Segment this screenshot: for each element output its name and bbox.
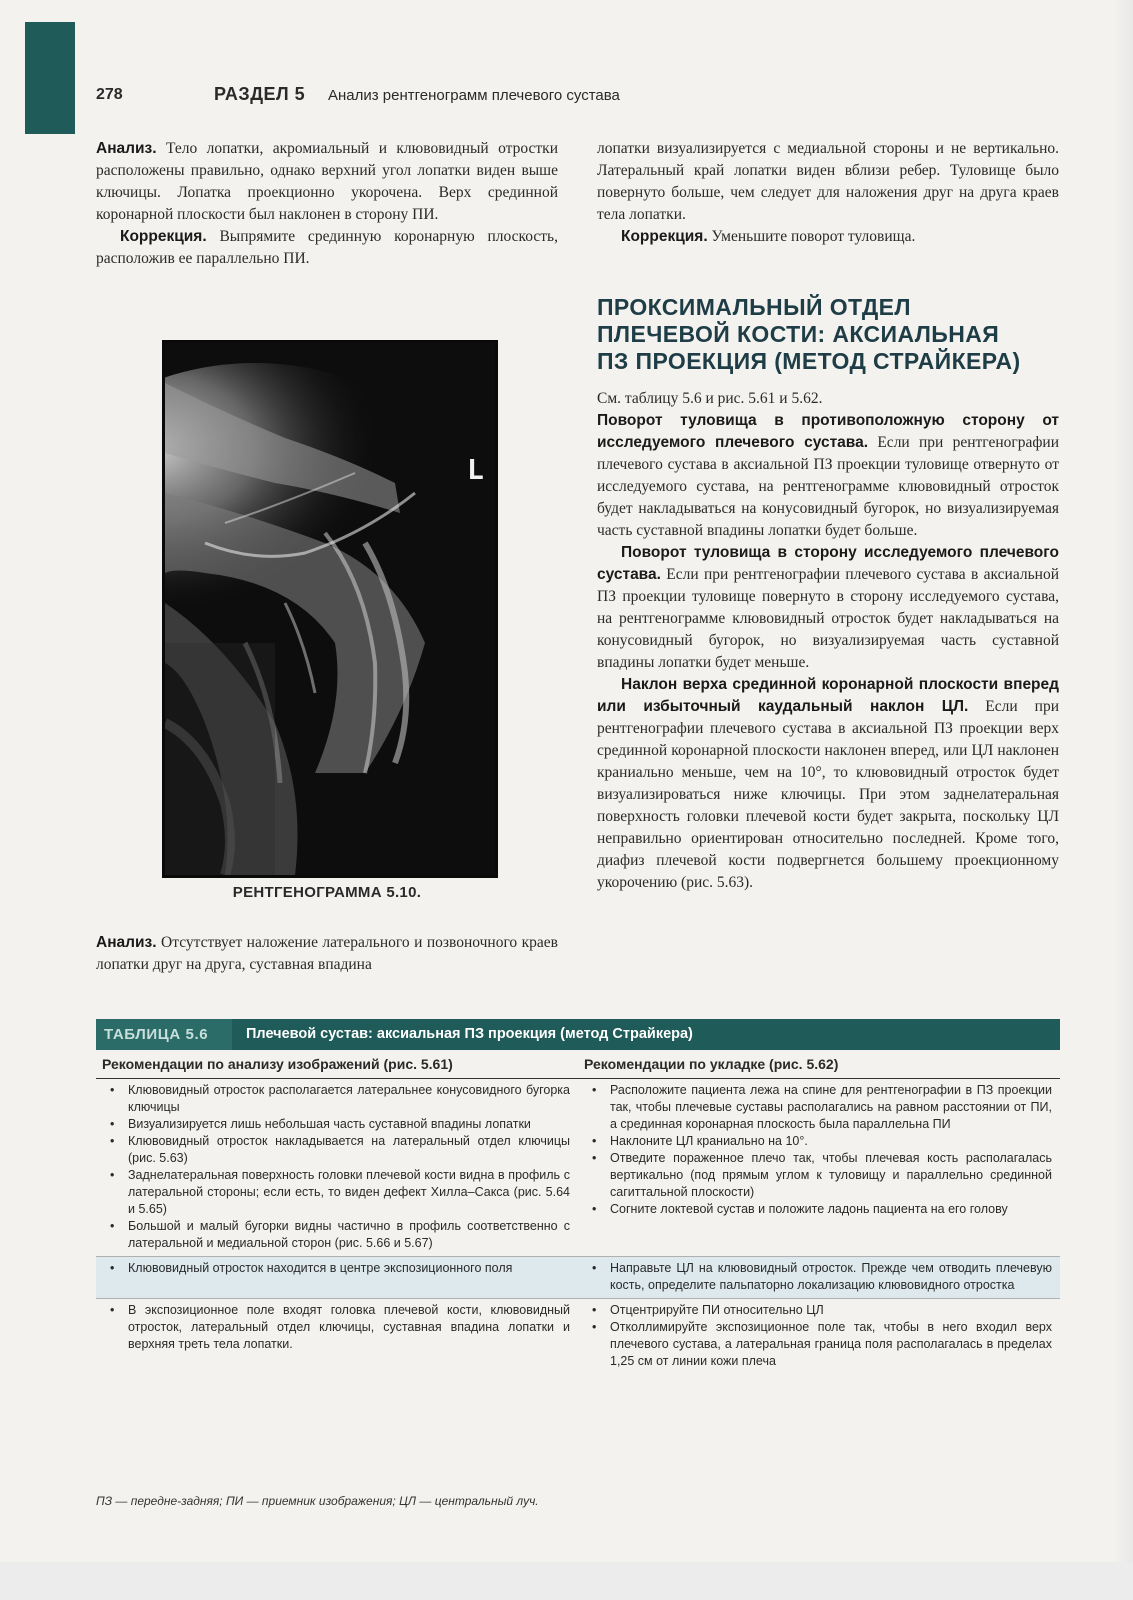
table-cell-positioning [578,1299,1060,1374]
section-title: Анализ рентгенограмм плечевого сустава [328,87,620,104]
correction-text-2: Уменьшите поворот туловища. [711,228,916,245]
page-number: 278 [96,86,123,103]
table-cell-analysis [96,1299,578,1374]
paragraph-tilt [597,674,1059,894]
table-cell-analysis [96,1079,578,1256]
list-item: • Направьте ЦЛ на клювовидный отросток. Прежде чем отводить плечевую кость, определите пальпаторно локализацию клювовидного отростка [584,1260,1052,1294]
list-item: • Согните локтевой сустав и положите ладонь пациента на его голову [584,1201,1052,1218]
list-item: • Клювовидный отросток накладывается на латеральный отдел ключицы (рис. 5.63) [102,1133,570,1167]
column-header-analysis: Рекомендации по анализу изображений (рис. 5.61) [102,1056,453,1072]
right-column-top [597,138,1059,248]
table-cell-analysis [96,1257,578,1298]
paragraph-title: Поворот туловища в противоположную сторону от исследуемого плечевого сустава. [597,412,1059,451]
paragraph-text: Если при рентгенографии плечевого сустава в аксиальной ПЗ проекции туловище отвернуто от исследуемого сустава, на рентгенограмме клювовидный отросток будет накладываться на конусовидный бугорок, но визуализируемая часть суставной впадины лопатки будет больше. [597,434,1060,539]
paragraph-text: Если при рентгенографии плечевого сустава в аксиальной ПЗ проекции верх срединной коронарной плоскости наклонен вперед, или ЦЛ наклонен краниально меньше, чем на 10°, то клювовидный отросток будет визуализироваться ниже ключицы. При этом заднелатеральная поверхность головки плечевой кости будет закрыта, поскольку ЦЛ неправильно ориентирован относительно последней. Кроме того, диафиз плечевой кости подвергнется большему проекционному укорочению (рис. 5.63). [597,698,1059,891]
paragraph-rotation-away [597,410,1059,542]
figure-caption: РЕНТГЕНОГРАММА 5.10. [232,884,422,901]
section-label: РАЗДЕЛ 5 [214,84,306,104]
table-row [96,1298,1060,1374]
list-item: • Заднелатеральная поверхность головки плечевой кости видна в профиль с латеральной стороны; если есть, то виден дефект Хилла–Сакса (рис. 5.64 и 5.65) [102,1167,570,1218]
heading-line: ПЛЕЧЕВОЙ КОСТИ: АКСИАЛЬНАЯ [597,321,1000,347]
list-item: • Отцентрируйте ПИ относительно ЦЛ [584,1302,1052,1319]
analysis-text: Тело лопатки, акромиальный и клювовидный отростки расположены правильно, однако верхний угол лопатки виден выше ключицы. Лопатка проекционно укорочена. Верх срединной коронарной плоскости был наклонен в сторону ПИ. [96,140,558,223]
left-column-top [96,138,558,270]
table-title: Плечевой сустав: аксиальная ПЗ проекция (метод Страйкера) [246,1026,693,1042]
table-column-headers [96,1050,1060,1079]
analysis-paragraph-1 [96,138,558,226]
table-row [96,1256,1060,1298]
list-item: • Клювовидный отросток располагается латеральнее конусовидного бугорка ключицы [102,1082,570,1116]
list-item: • Расположите пациента лежа на спине для рентгенографии в ПЗ проекции так, чтобы плечевые суставы располагались на равном расстоянии от ПИ, а срединная коронарная плоскость была параллельна ПИ [584,1082,1052,1133]
correction-label: Коррекция. [120,228,207,245]
paragraph-text: Если при рентгенографии плечевого сустава в аксиальной ПЗ проекции туловище повернуто в сторону исследуемого сустава, на рентгенограмме клювовидный отросток будет накладываться на конусовидный бугорок, но визуализируемая часть суставной впадины лопатки будет меньше. [597,566,1059,671]
correction-text: Выпрямите срединную коронарную плоскость, расположив ее параллельно ПИ. [96,228,558,267]
table-label: ТАБЛИЦА 5.6 [96,1019,232,1050]
table-header-bar [96,1019,1060,1050]
see-reference: См. таблицу 5.6 и рис. 5.61 и 5.62. [597,390,823,407]
correction-label-2: Коррекция. [621,228,708,245]
list-item: • Отколлимируйте экспозиционное поле так, чтобы в него входил верх плечевого сустава, а латеральная граница поля располагалась в пределах 1,25 см от линии кожи плеча [584,1319,1052,1370]
left-column-bottom [96,932,558,976]
table-cell-positioning [578,1079,1060,1256]
paragraph-title: Поворот туловища в сторону исследуемого плечевого сустава. [597,544,1059,583]
paragraph-rotation-toward [597,542,1059,674]
analysis-label: Анализ. [96,140,157,157]
correction-paragraph-1 [96,226,558,270]
list-item: • В экспозиционное поле входят головка плечевой кости, клювовидный отросток, латеральный отдел ключицы, суставная впадина лопатки и верхняя треть тела лопатки. [102,1302,570,1353]
list-item: • Отведите пораженное плечо так, чтобы плечевая кость располагалась вертикально (под прямым углом к туловищу и параллельно срединной сагиттальной плоскости) [584,1150,1052,1201]
continuation-paragraph: лопатки визуализируется с медиальной стороны и не вертикально. Латеральный край лопатки виден вблизи ребер. Туловище было повернуто больше, чем следует для наложения друг на друга краев тела лопатки. [597,140,1059,223]
list-item: • Большой и малый бугорки видны частично в профиль соответственно с латеральной и медиальной сторон (рис. 5.66 и 5.67) [102,1218,570,1252]
table-cell-positioning [578,1257,1060,1298]
list-item: • Визуализируется лишь небольшая часть суставной впадины лопатки [102,1116,570,1133]
heading-line: ПРОКСИМАЛЬНЫЙ ОТДЕЛ [597,294,911,320]
column-header-positioning: Рекомендации по укладке (рис. 5.62) [584,1056,839,1072]
heading-line: ПЗ ПРОЕКЦИЯ (МЕТОД СТРАЙКЕРА) [597,348,1021,374]
section-heading [597,294,1067,375]
chapter-tab [25,22,75,134]
correction-paragraph-2 [597,226,1059,248]
xray-side-marker: L [467,453,484,486]
table-footnote: ПЗ — передне-задняя; ПИ — приемник изображения; ЦЛ — центральный луч. [96,1494,539,1508]
analysis-label-2: Анализ. [96,934,157,951]
page-edge [1113,0,1133,1600]
running-header [96,82,1056,112]
list-item: • Клювовидный отросток находится в центре экспозиционного поля [102,1260,570,1277]
analysis-paragraph-2 [96,932,558,976]
right-column-body [597,388,1059,894]
table-5-6 [96,1019,1060,1374]
scan-margin [0,1562,1133,1600]
list-item: • Наклоните ЦЛ краниально на 10°. [584,1133,1052,1150]
xray-image [162,340,498,878]
paragraph-title: Наклон верха срединной коронарной плоскости вперед или избыточный каудальный наклон ЦЛ. [597,676,1059,715]
table-row [96,1079,1060,1256]
analysis-text-2: Отсутствует наложение латерального и позвоночного краев лопатки друг на друга, суставная впадина [96,934,558,973]
